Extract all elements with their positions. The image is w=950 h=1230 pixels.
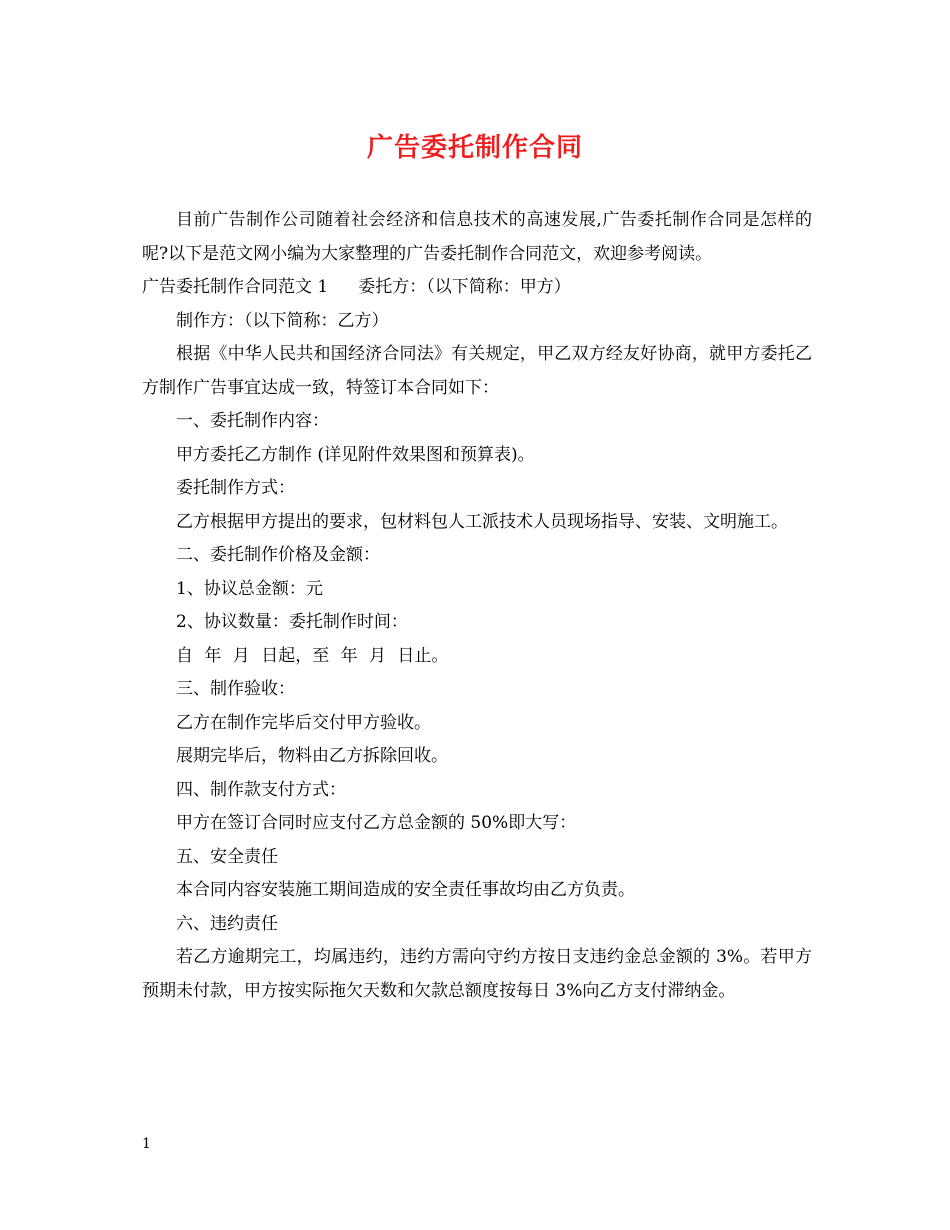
producer-party-line: 制作方：（以下简称：乙方） [176, 310, 389, 331]
sample-heading-line [142, 271, 812, 305]
section-4-heading: 四、制作款支付方式： [176, 779, 346, 800]
breach-paragraph: 若乙方逾期完工，均属违约，违约方需向守约方按日支违约金总金额的 3%。若甲方预期未付款，甲方按实际拖欠天数和欠款总额度按每日 3%向乙方支付滞纳金。 [142, 947, 812, 1001]
removal-line: 展期完毕后，物料由乙方拆除回收。 [176, 746, 448, 766]
page-number: 1 [142, 1136, 151, 1152]
section-2-heading: 二、委托制作价格及金额： [176, 545, 380, 565]
section-6-heading: 六、违约责任 [176, 913, 278, 934]
document-body [142, 204, 812, 1008]
section-1-heading: 一、委托制作内容： [176, 411, 329, 431]
legal-basis-paragraph: 根据《中华人民共和国经济合同法》有关规定，甲乙双方经友好协商，就甲方委托乙方制作广告事宜达成一致，特签订本合同如下： [142, 344, 812, 398]
payment-line: 甲方在签订合同时应支付乙方总金额的 50%即大写： [176, 813, 577, 833]
safety-line: 本合同内容安装施工期间造成的安全责任事故均由乙方负责。 [176, 880, 635, 900]
production-method-content: 乙方根据甲方提出的要求，包材料包人工派技术人员现场指导、安装、文明施工。 [176, 511, 788, 532]
date-range-line: 自 年 月 日起，至 年 月 日止。 [176, 645, 449, 666]
sample-label: 广告委托制作合同范文 1 [142, 277, 329, 297]
section-5-heading: 五、安全责任 [176, 846, 278, 867]
section-3-heading: 三、制作验收： [176, 679, 295, 699]
intro-paragraph: 目前广告制作公司随着社会经济和信息技术的高速发展,广告委托制作合同是怎样的呢?以下是范文网小编为大家整理的广告委托制作合同范文，欢迎参考阅读。 [142, 210, 812, 264]
quantity-time-line: 2、协议数量：委托制作时间： [176, 612, 408, 632]
total-amount-line: 1、协议总金额：元 [176, 578, 323, 599]
production-method-heading: 委托制作方式： [176, 478, 295, 498]
acceptance-line: 乙方在制作完毕后交付甲方验收。 [176, 712, 431, 733]
section-1-content: 甲方委托乙方制作 (详见附件效果图和预算表)。 [176, 444, 535, 465]
document-title: 广告委托制作合同 [366, 133, 583, 163]
client-party-line: 委托方：（以下简称：甲方） [358, 277, 571, 297]
